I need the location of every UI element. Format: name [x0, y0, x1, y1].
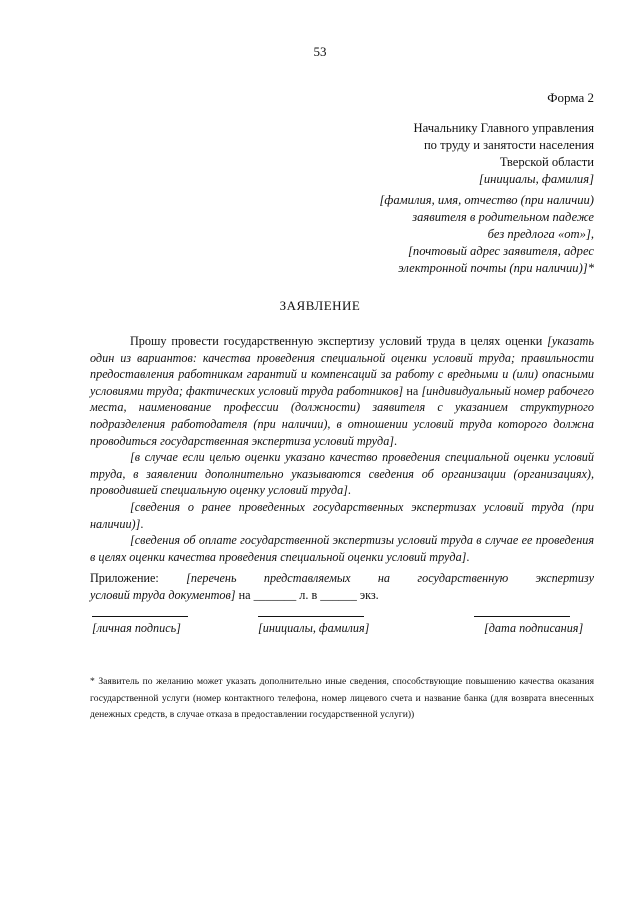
date-label: [дата подписания]	[484, 621, 584, 635]
body-paragraph	[90, 499, 594, 532]
body-placeholder: [в случае если целью оценки указано качество проведения специальной оценки условий труда, в заявлении дополнительно указываются сведения об организации (организациях), проводившей специальную оценку условий труда]	[90, 450, 594, 498]
body-placeholder: [сведения об оплате государственной экспертизы условий труда в случае ее проведения в целях оценки качества проведения специальной оценки условий труда]	[90, 533, 594, 564]
attachment-section	[90, 570, 594, 604]
attachment-word: [перечень	[186, 571, 237, 585]
signature-row	[90, 616, 594, 656]
signature-label: [личная подпись]	[92, 621, 181, 635]
attachment-label: Приложение:	[90, 571, 159, 585]
addressee-line: по труду и занятости населения	[423, 138, 594, 152]
body-text: .	[140, 516, 144, 531]
document-title: ЗАЯВЛЕНИЕ	[279, 298, 361, 313]
body-placeholder: [сведения о ранее проведенных государственных экспертизах условий труда (при наличии)]	[90, 499, 594, 531]
addressee-line: Тверской области	[499, 155, 594, 169]
attachment-word: представляемых	[263, 571, 351, 585]
date-field	[474, 616, 584, 636]
name-line	[258, 616, 364, 617]
body-paragraph	[90, 532, 594, 565]
body-placeholder: [индивидуальный номер рабочего места, наименование профессии (должности) заявителя с указанием структурного подразделения работодателя (при наличии), в отношении условий труда которого должна проводиться государственная экспертиза условий труда]	[90, 383, 595, 448]
attachment-word: государственную	[417, 571, 509, 585]
addressee-block	[414, 120, 594, 188]
body-text: на	[403, 383, 422, 398]
applicant-line: [фамилия, имя, отчество (при наличии)	[379, 193, 594, 207]
body-text: .	[466, 549, 470, 564]
applicant-line: заявителя в родительном падеже	[412, 210, 594, 224]
addressee-placeholder: [инициалы, фамилия]	[478, 172, 594, 186]
applicant-line: без предлога «от»],	[487, 227, 594, 241]
page-number: 53	[313, 44, 327, 59]
attachment-line	[90, 587, 594, 604]
name-label: [инициалы, фамилия]	[258, 621, 370, 635]
body-placeholder: [указать один из вариантов: качества проведения специальной оценки условий труда; правильности предоставления работникам гарантий и компенсаций за работу с вредными и (или) опасными условиями труда; фактических условий труда работников]	[90, 334, 594, 398]
signature-line	[92, 616, 188, 617]
applicant-line: [почтовый адрес заявителя, адрес	[408, 244, 594, 258]
footnote: * Заявитель по желанию может указать дополнительно иные сведения, способствующие повышению качества оказания государственной услуги (номер контактного телефона, номер лицевого счета и название банка (для возврата внесенных денежных средств, в случае отказа в предоставлении государственной услуги))	[90, 676, 594, 720]
form-label: Форма 2	[547, 90, 594, 105]
applicant-line: электронной почты (при наличии)]*	[398, 261, 594, 275]
body-paragraph	[90, 333, 594, 449]
body-text: Прошу провести государственную экспертизу условий труда в целях оценки	[130, 334, 548, 348]
attachment-placeholder: условий труда документов]	[90, 588, 236, 602]
attachment-line	[90, 570, 594, 587]
attachment-word: экспертизу	[535, 571, 594, 585]
body-paragraph	[90, 449, 594, 499]
applicant-block	[379, 192, 594, 277]
body-text: .	[347, 483, 351, 498]
addressee-line: Начальнику Главного управления	[413, 121, 594, 135]
name-field	[258, 616, 370, 636]
date-line	[474, 616, 570, 617]
attachment-count: на _______ л. в ______ экз.	[235, 588, 379, 602]
body-text: .	[394, 433, 398, 448]
attachment-word: на	[377, 571, 391, 585]
application-body	[90, 333, 594, 565]
signature-field	[92, 616, 188, 636]
